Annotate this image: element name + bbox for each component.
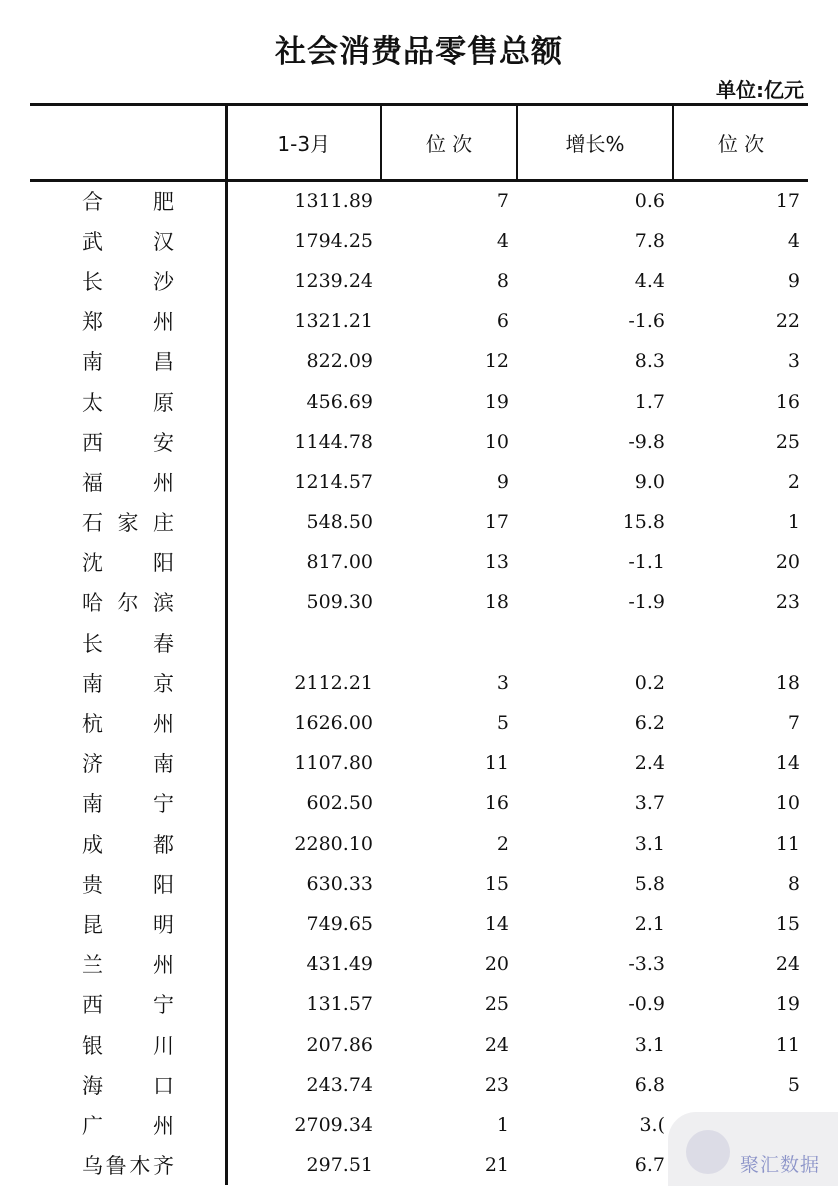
city-cell xyxy=(30,783,226,823)
city-cell xyxy=(30,341,226,381)
sales-value-cell: 456.69 xyxy=(226,381,381,421)
city-cell xyxy=(30,301,226,341)
growth-rank-cell: 4 xyxy=(787,229,800,252)
table-row xyxy=(30,422,808,462)
growth-rank-cell: 3 xyxy=(787,350,800,373)
city-name: 南宁 xyxy=(82,792,174,817)
city-cell xyxy=(30,502,226,542)
city-name: 成都 xyxy=(82,832,174,857)
city-name: 武汉 xyxy=(82,229,174,254)
city-name: 西宁 xyxy=(82,993,174,1018)
sales-rank-cell: 4 xyxy=(496,229,509,252)
city-name: 福州 xyxy=(82,470,174,495)
growth-rank-cell: 24 xyxy=(775,953,800,976)
watermark-text: 聚汇数据 xyxy=(740,1154,821,1176)
sales-rank-cell: 20 xyxy=(484,953,509,976)
city-name: 银川 xyxy=(82,1033,174,1058)
growth-percent-cell: 0.2 xyxy=(634,671,665,694)
city-name: 郑州 xyxy=(82,310,174,335)
city-name: 昆明 xyxy=(82,912,174,937)
growth-rank-cell: 20 xyxy=(775,551,800,574)
sales-value-cell: 131.57 xyxy=(226,984,381,1024)
growth-rank-cell: 8 xyxy=(787,872,800,895)
city-name: 太原 xyxy=(82,390,174,415)
city-cell xyxy=(30,261,226,301)
city-cell xyxy=(30,1024,226,1064)
sales-value-cell: 1107.80 xyxy=(226,743,381,783)
growth-percent-cell: 5.8 xyxy=(634,872,665,895)
sales-value-cell: 822.09 xyxy=(226,341,381,381)
sales-rank-cell: 16 xyxy=(484,792,509,815)
table-row xyxy=(30,381,808,421)
sales-rank-cell: 2 xyxy=(496,832,509,855)
sales-value-cell: 1626.00 xyxy=(226,703,381,743)
city-name: 杭州 xyxy=(82,712,174,737)
growth-percent-cell: 15.8 xyxy=(622,511,665,534)
header-rank: 位 次 xyxy=(381,105,517,181)
sales-rank-cell: 17 xyxy=(484,511,509,534)
sales-value-cell: 1144.78 xyxy=(226,422,381,462)
city-cell xyxy=(30,1145,226,1185)
sales-rank-cell: 13 xyxy=(484,551,509,574)
city-cell xyxy=(30,1065,226,1105)
growth-rank-cell: 14 xyxy=(775,752,800,775)
growth-rank-cell: 7 xyxy=(787,712,800,735)
sales-rank-cell: 7 xyxy=(496,190,509,213)
growth-percent-cell: 6.8 xyxy=(634,1073,665,1096)
growth-percent-cell xyxy=(517,623,673,663)
sales-rank-cell xyxy=(381,623,517,663)
growth-percent-cell: -1.9 xyxy=(628,591,665,614)
sales-rank-cell: 14 xyxy=(484,912,509,935)
growth-rank-cell: 11 xyxy=(775,832,800,855)
city-name: 哈尔滨 xyxy=(82,591,174,616)
city-name: 济南 xyxy=(82,752,174,777)
city-name: 广州 xyxy=(82,1113,174,1138)
growth-rank-cell: 19 xyxy=(775,993,800,1016)
growth-percent-cell: 3.7 xyxy=(634,792,665,815)
growth-rank-cell: 5 xyxy=(787,1073,800,1096)
sales-value-cell xyxy=(226,623,381,663)
sales-rank-cell: 11 xyxy=(484,752,509,775)
growth-percent-cell: -0.9 xyxy=(628,993,665,1016)
sales-rank-cell: 10 xyxy=(484,430,509,453)
sales-value-cell: 1794.25 xyxy=(226,221,381,261)
unit-label: 单位:亿元 xyxy=(716,78,804,102)
growth-percent-cell: 8.3 xyxy=(634,350,665,373)
city-cell xyxy=(30,703,226,743)
header-city xyxy=(30,105,226,181)
table-row xyxy=(30,502,808,542)
sales-rank-cell: 5 xyxy=(496,712,509,735)
sales-value-cell: 1311.89 xyxy=(226,181,381,221)
city-cell xyxy=(30,422,226,462)
growth-rank-cell: 15 xyxy=(775,912,800,935)
sales-value-cell: 207.86 xyxy=(226,1024,381,1064)
sales-value-cell: 1214.57 xyxy=(226,462,381,502)
growth-percent-cell: 2.4 xyxy=(634,752,665,775)
growth-percent-cell: 2.1 xyxy=(634,912,665,935)
city-cell xyxy=(30,743,226,783)
sales-rank-cell: 21 xyxy=(484,1154,509,1177)
sales-rank-cell: 18 xyxy=(484,591,509,614)
city-cell xyxy=(30,864,226,904)
growth-percent-cell: -3.3 xyxy=(628,953,665,976)
table-row xyxy=(30,542,808,582)
growth-rank-cell: 23 xyxy=(775,591,800,614)
growth-rank-cell: 17 xyxy=(775,190,800,213)
sales-rank-cell: 8 xyxy=(496,269,509,292)
sales-rank-cell: 23 xyxy=(484,1073,509,1096)
sales-value-cell: 2112.21 xyxy=(226,663,381,703)
sales-rank-cell: 24 xyxy=(484,1033,509,1056)
city-name: 海口 xyxy=(82,1073,174,1098)
retail-sales-table xyxy=(30,103,808,1185)
growth-percent-cell: -1.6 xyxy=(628,310,665,333)
sales-value-cell: 817.00 xyxy=(226,542,381,582)
city-name: 南昌 xyxy=(82,350,174,375)
table-row xyxy=(30,623,808,663)
growth-percent-cell: 7.8 xyxy=(634,229,665,252)
table-body xyxy=(30,181,808,1186)
city-cell xyxy=(30,663,226,703)
table-row xyxy=(30,864,808,904)
city-cell xyxy=(30,824,226,864)
growth-percent-cell: 3.1 xyxy=(634,832,665,855)
city-cell xyxy=(30,181,226,221)
growth-rank-cell: 11 xyxy=(775,1033,800,1056)
city-name: 石家庄 xyxy=(82,511,174,536)
growth-percent-cell: 6.7 xyxy=(634,1154,665,1177)
sales-rank-cell: 15 xyxy=(484,872,509,895)
table-row xyxy=(30,181,808,221)
growth-rank-cell: 1 xyxy=(787,511,800,534)
table-row xyxy=(30,663,808,703)
sales-value-cell: 2280.10 xyxy=(226,824,381,864)
city-name: 西安 xyxy=(82,430,174,455)
sales-rank-cell: 6 xyxy=(496,310,509,333)
table-row xyxy=(30,783,808,823)
city-name: 乌鲁木齐 xyxy=(82,1154,174,1179)
city-name: 兰州 xyxy=(82,953,174,978)
growth-percent-cell: 4.4 xyxy=(634,269,665,292)
growth-rank-cell: 18 xyxy=(775,671,800,694)
sales-rank-cell: 25 xyxy=(484,993,509,1016)
city-cell xyxy=(30,381,226,421)
header-period: 1-3月 xyxy=(226,105,381,181)
growth-rank-cell xyxy=(673,623,808,663)
sales-value-cell: 630.33 xyxy=(226,864,381,904)
sales-rank-cell: 19 xyxy=(484,390,509,413)
growth-rank-cell: 2 xyxy=(787,470,800,493)
city-cell xyxy=(30,984,226,1024)
growth-percent-cell: 0.6 xyxy=(634,190,665,213)
city-cell xyxy=(30,1105,226,1145)
table-row xyxy=(30,984,808,1024)
growth-rank-cell: 16 xyxy=(775,390,800,413)
city-name: 长沙 xyxy=(82,269,174,294)
watermark-logo-icon xyxy=(686,1130,730,1174)
sales-value-cell: 602.50 xyxy=(226,783,381,823)
growth-percent-cell: -9.8 xyxy=(628,430,665,453)
growth-percent-cell: 6.2 xyxy=(634,712,665,735)
table-row xyxy=(30,743,808,783)
table-row xyxy=(30,301,808,341)
sales-value-cell: 243.74 xyxy=(226,1065,381,1105)
sales-rank-cell: 3 xyxy=(496,671,509,694)
growth-rank-cell: 22 xyxy=(775,310,800,333)
city-name: 合肥 xyxy=(82,190,174,215)
city-cell xyxy=(30,582,226,622)
sales-value-cell: 431.49 xyxy=(226,944,381,984)
table-row xyxy=(30,944,808,984)
table-row xyxy=(30,341,808,381)
table-row xyxy=(30,904,808,944)
growth-percent-cell: 3.( xyxy=(639,1113,665,1136)
city-name: 南京 xyxy=(82,671,174,696)
table-row xyxy=(30,261,808,301)
page-title: 社会消费品零售总额 xyxy=(275,34,563,70)
table-row xyxy=(30,221,808,261)
table-row xyxy=(30,1024,808,1064)
city-name: 沈阳 xyxy=(82,551,174,576)
growth-rank-cell: 25 xyxy=(775,430,800,453)
header-growth-rank: 位 次 xyxy=(673,105,808,181)
growth-rank-cell: 10 xyxy=(775,792,800,815)
header-row xyxy=(30,105,808,181)
sales-value-cell: 1321.21 xyxy=(226,301,381,341)
city-cell xyxy=(30,904,226,944)
city-cell xyxy=(30,542,226,582)
table-row xyxy=(30,1065,808,1105)
city-cell xyxy=(30,221,226,261)
city-name: 长春 xyxy=(82,631,174,656)
sales-value-cell: 509.30 xyxy=(226,582,381,622)
city-name: 贵阳 xyxy=(82,872,174,897)
sales-value-cell: 548.50 xyxy=(226,502,381,542)
table-row xyxy=(30,703,808,743)
table-row xyxy=(30,582,808,622)
growth-percent-cell: 9.0 xyxy=(634,470,665,493)
table-row xyxy=(30,462,808,502)
city-cell xyxy=(30,462,226,502)
header-growth: 增长% xyxy=(517,105,673,181)
city-cell xyxy=(30,944,226,984)
growth-rank-cell: 9 xyxy=(787,269,800,292)
city-cell xyxy=(30,623,226,663)
growth-percent-cell: 3.1 xyxy=(634,1033,665,1056)
sales-value-cell: 2709.34 xyxy=(226,1105,381,1145)
sales-value-cell: 1239.24 xyxy=(226,261,381,301)
table-row xyxy=(30,824,808,864)
sales-rank-cell: 12 xyxy=(484,350,509,373)
growth-percent-cell: 1.7 xyxy=(634,390,665,413)
sales-value-cell: 749.65 xyxy=(226,904,381,944)
sales-rank-cell: 9 xyxy=(496,470,509,493)
growth-percent-cell: -1.1 xyxy=(628,551,665,574)
sales-value-cell: 297.51 xyxy=(226,1145,381,1185)
sales-rank-cell: 1 xyxy=(496,1113,509,1136)
